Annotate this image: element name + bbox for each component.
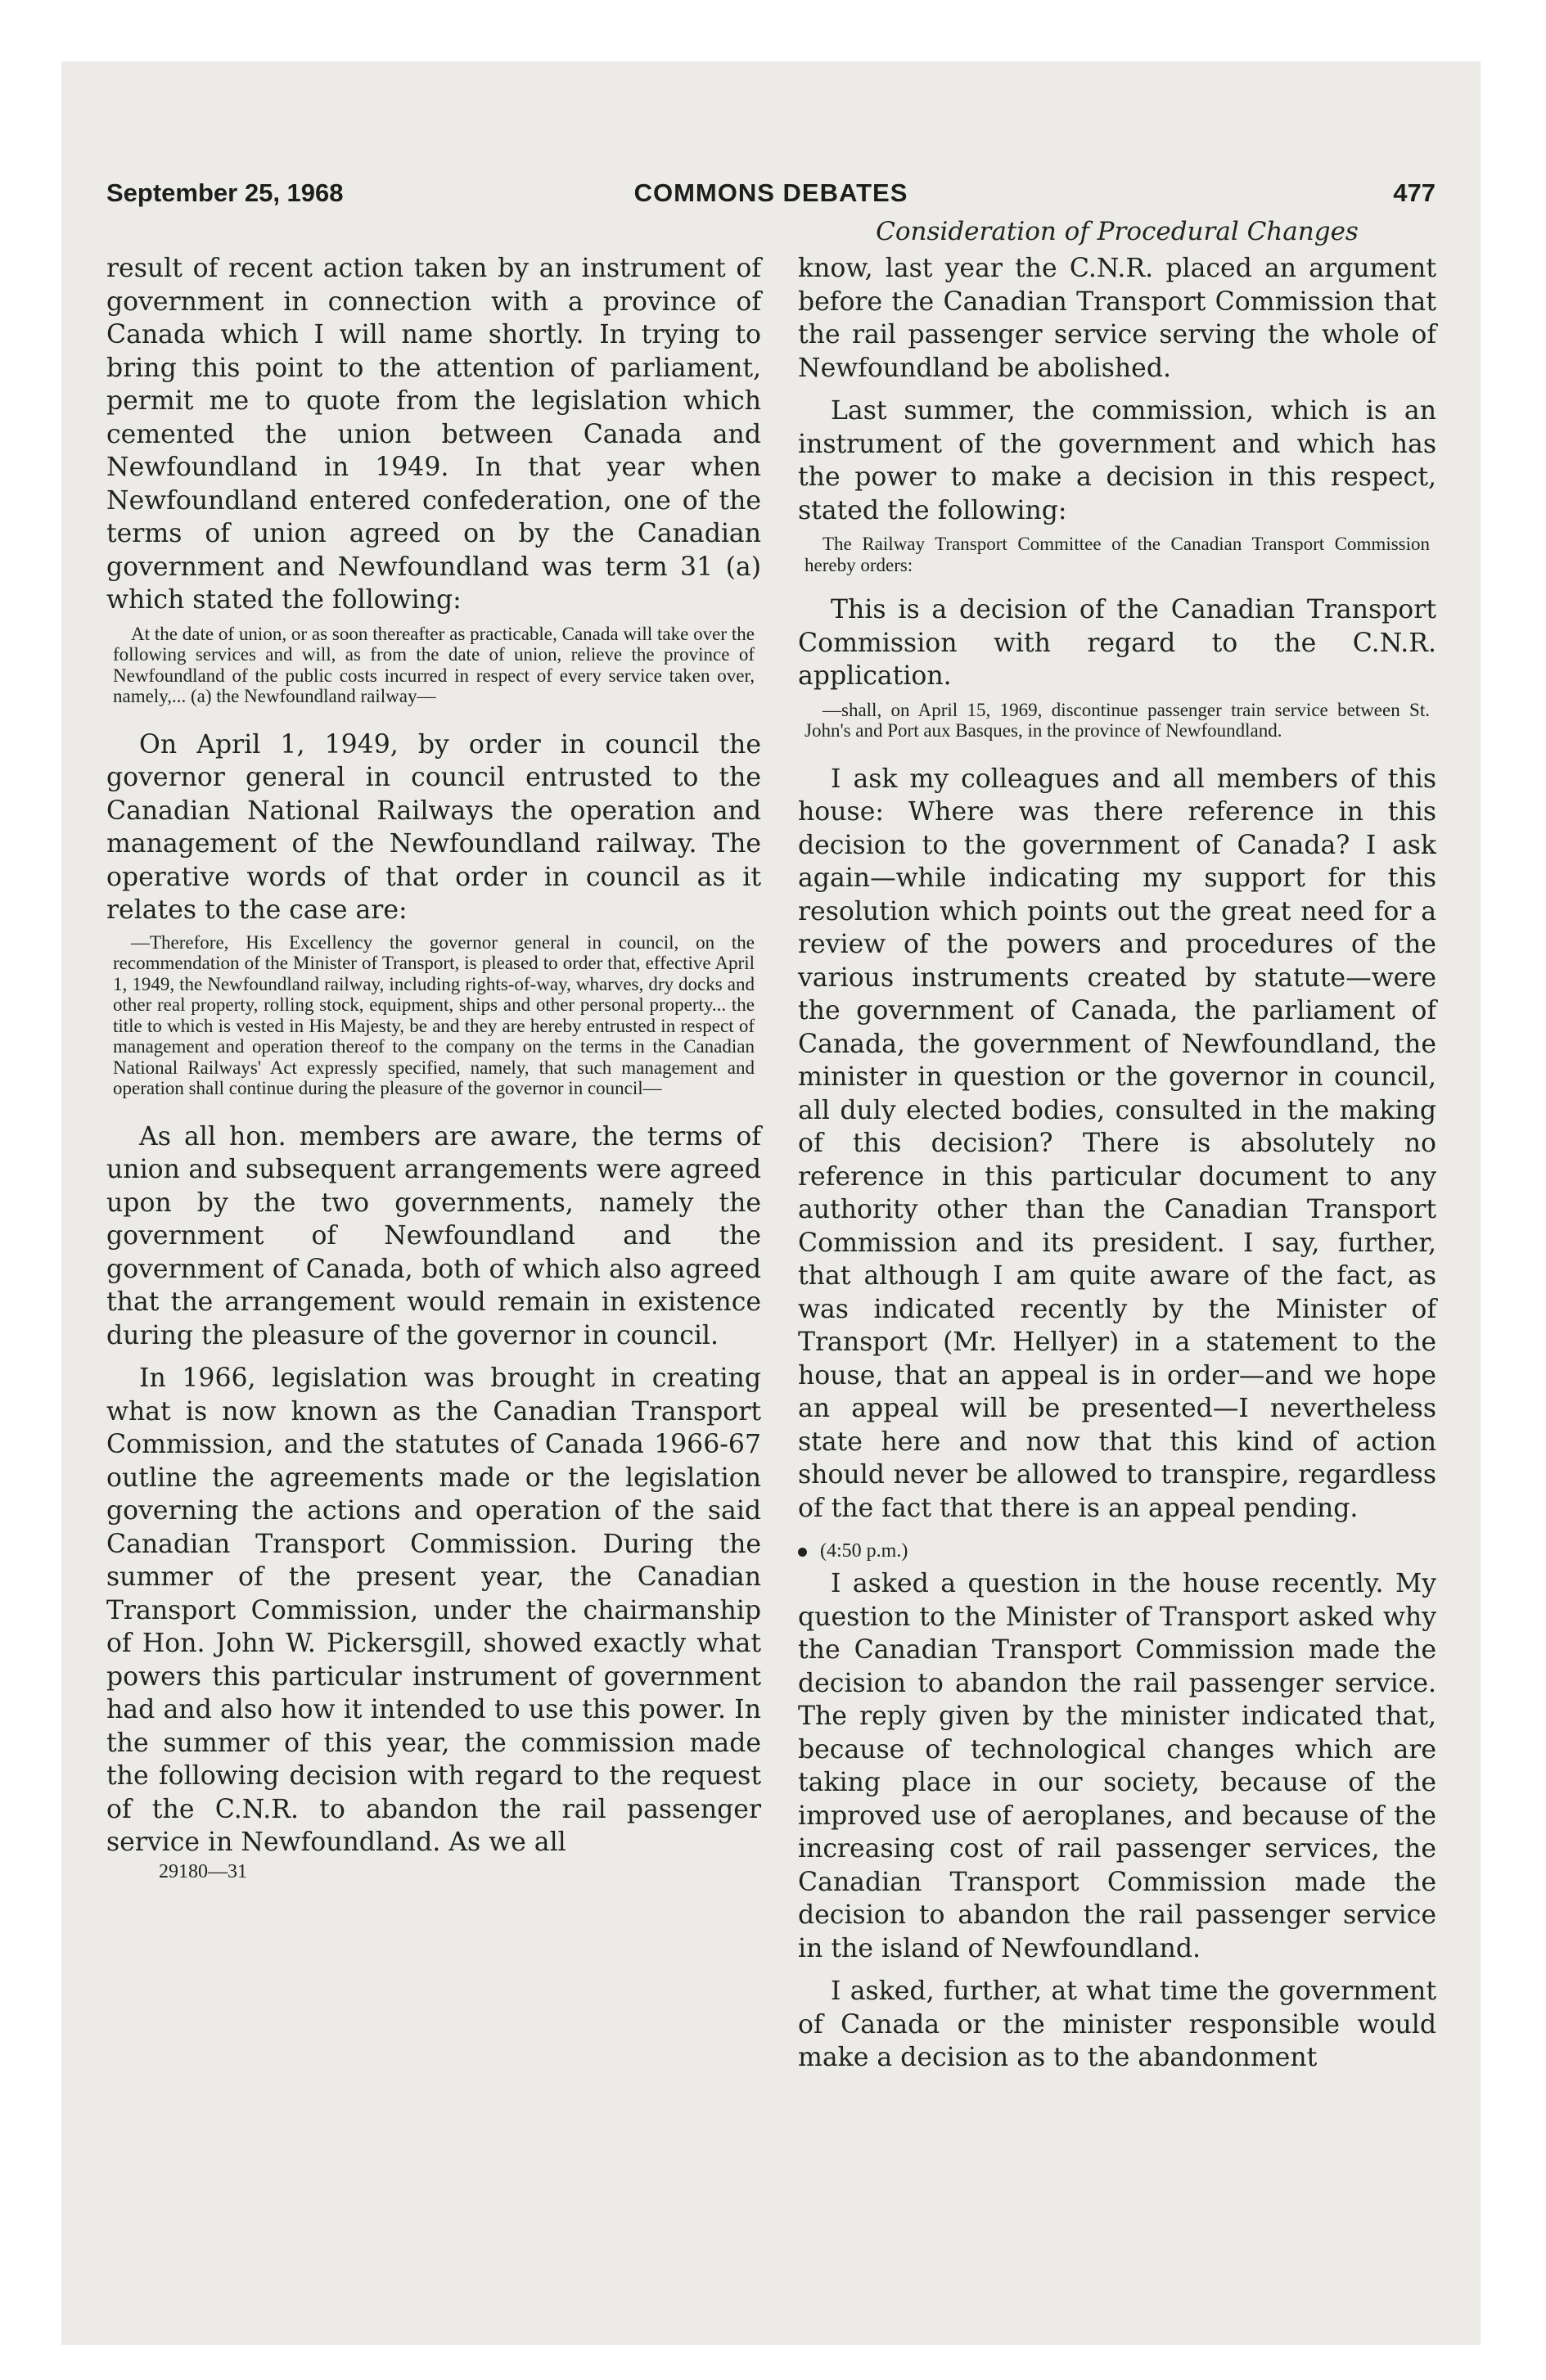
time-stamp: (4:50 p.m.) bbox=[820, 1540, 908, 1562]
left-quote-1: At the date of union, or as soon thereafter as practicable, Canada will take over the following services and will, as from the date of union, relieve the province of Newfoundland of the public costs incurred in respect of every service taken over, namely,... (a) the Newfoundland railway— bbox=[113, 623, 755, 706]
right-paragraph-1: know, last year the C.N.R. placed an argument before the Canadian Transport Commission that the rail passenger service serving the whole of Newfoundland be abolished. bbox=[798, 254, 1436, 383]
right-paragraph-3: This is a decision of the Canadian Transport Commission with regard to the C.N.R. application. bbox=[798, 595, 1436, 691]
section-subtitle: Consideration of Procedural Changes bbox=[876, 217, 1359, 246]
page-number: 477 bbox=[1393, 178, 1436, 207]
right-paragraph-4: I ask my colleagues and all members of this house: Where was there reference in this decision to the government of Canada? I ask again—while indicating my support for this resolution which points out the great need for a review of the powers and procedures of the various instruments created by statute—were the government of Canada, the parliament of Canada, the government of Newfoundland, the minister in question or the governor in council, all duly elected bodies, consulted in the making of this decision? There is absolutely no reference in this particular document to any authority other than the Canadian Transport Commission and its president. I say, further, that although I am quite aware of the fact, as was indicated recently by the Minister of Transport (Mr. Hellyer) in a statement to the house, that an appeal is in order—and we hope an appeal will be presented—I nevertheless state here and now that this kind of action should never be allowed to transpire, regardless of the fact that there is an appeal pending. bbox=[798, 764, 1436, 1523]
time-marker bbox=[798, 1535, 1436, 1567]
left-quote-2: —Therefore, His Excellency the governor general in council, on the recommendation of the Minister of Transport, is pleased to order that, effective April 1, 1949, the Newfoundland railway, including rights-of-way, wharves, dry docks and other real property, rolling stock, equipment, ships and other personal property... the title to which is vested in His Majesty, be and they are hereby entrusted in respect of management and operation thereof to the company on the terms in the Canadian National Railways' Act expressly specified, namely, that such management and operation shall continue during the pleasure of the governor in council— bbox=[113, 931, 755, 1098]
right-quote-1: The Railway Transport Committee of the Canadian Transport Commission hereby orders: bbox=[805, 534, 1430, 575]
header-date: September 25, 1968 bbox=[106, 178, 344, 207]
left-paragraph-3: As all hon. members are aware, the terms of union and subsequent arrangements were agreed upon by the two governments, namely the government of Newfoundland and the government of Canada, both of which also agreed that the arrangement would remain in existence during the pleasure of the governor in council. bbox=[106, 1121, 761, 1350]
left-paragraph-4: In 1966, legislation was brought in creating what is now known as the Canadian Transport Commission, and the statutes of Canada 1966-67 outline the agreements made or the legislation governing the actions and operation of the said Canadian Transport Commission. During the summer of the present year, the Canadian Transport Commission, under the chairmanship of Hon. John W. Pickersgill, showed exactly what powers this particular instrument of government had and also how it intended to use this power. In the summer of this year, the commission made the following decision with regard to the request of the C.N.R. to abandon the rail passenger service in Newfoundland. As we all bbox=[106, 1364, 761, 1857]
right-paragraph-2: Last summer, the commission, which is an instrument of the government and which has the power to make a decision in this respect, stated the following: bbox=[798, 396, 1436, 525]
left-column bbox=[106, 252, 761, 1883]
right-column bbox=[798, 252, 1436, 2075]
right-paragraph-6: I asked, further, at what time the government of Canada or the minister responsible would make a decision as to the abandonment bbox=[798, 1977, 1436, 2072]
signature-mark: 29180—31 bbox=[159, 1860, 247, 1882]
publication-title: COMMONS DEBATES bbox=[633, 178, 908, 207]
page-header bbox=[106, 178, 1436, 219]
left-paragraph-1: result of recent action taken by an instrument of government in connection with a province of Canada which I will name shortly. In trying to bring this point to the attention of parliament, permit me to quote from the legislation which cemented the union between Canada and Newfoundland in 1949. In that year when Newfoundland entered confederation, one of the terms of union agreed on by the Canadian government and Newfoundland was term 31 (a) which stated the following: bbox=[106, 254, 761, 615]
right-paragraph-5: I asked a question in the house recently. My question to the Minister of Transport asked why the Canadian Transport Commission made the decision to abandon the rail passenger service. The reply given by the minister indicated that, because of technological changes which are taking place in our society, because of the improved use of aeroplanes, and because of the increasing cost of rail passenger services, the Canadian Transport Commission made the decision to abandon the rail passenger service in the island of Newfoundland. bbox=[798, 1569, 1436, 1963]
left-paragraph-2: On April 1, 1949, by order in council the governor general in council entrusted to the Canadian National Railways the operation and management of the Newfoundland railway. The operative words of that order in council as it relates to the case are: bbox=[106, 729, 761, 925]
right-quote-2: —shall, on April 15, 1969, discontinue passenger train service between St. John's and Port aux Basques, in the province of Newfoundland. bbox=[805, 699, 1430, 741]
bullet-icon bbox=[798, 1548, 807, 1557]
